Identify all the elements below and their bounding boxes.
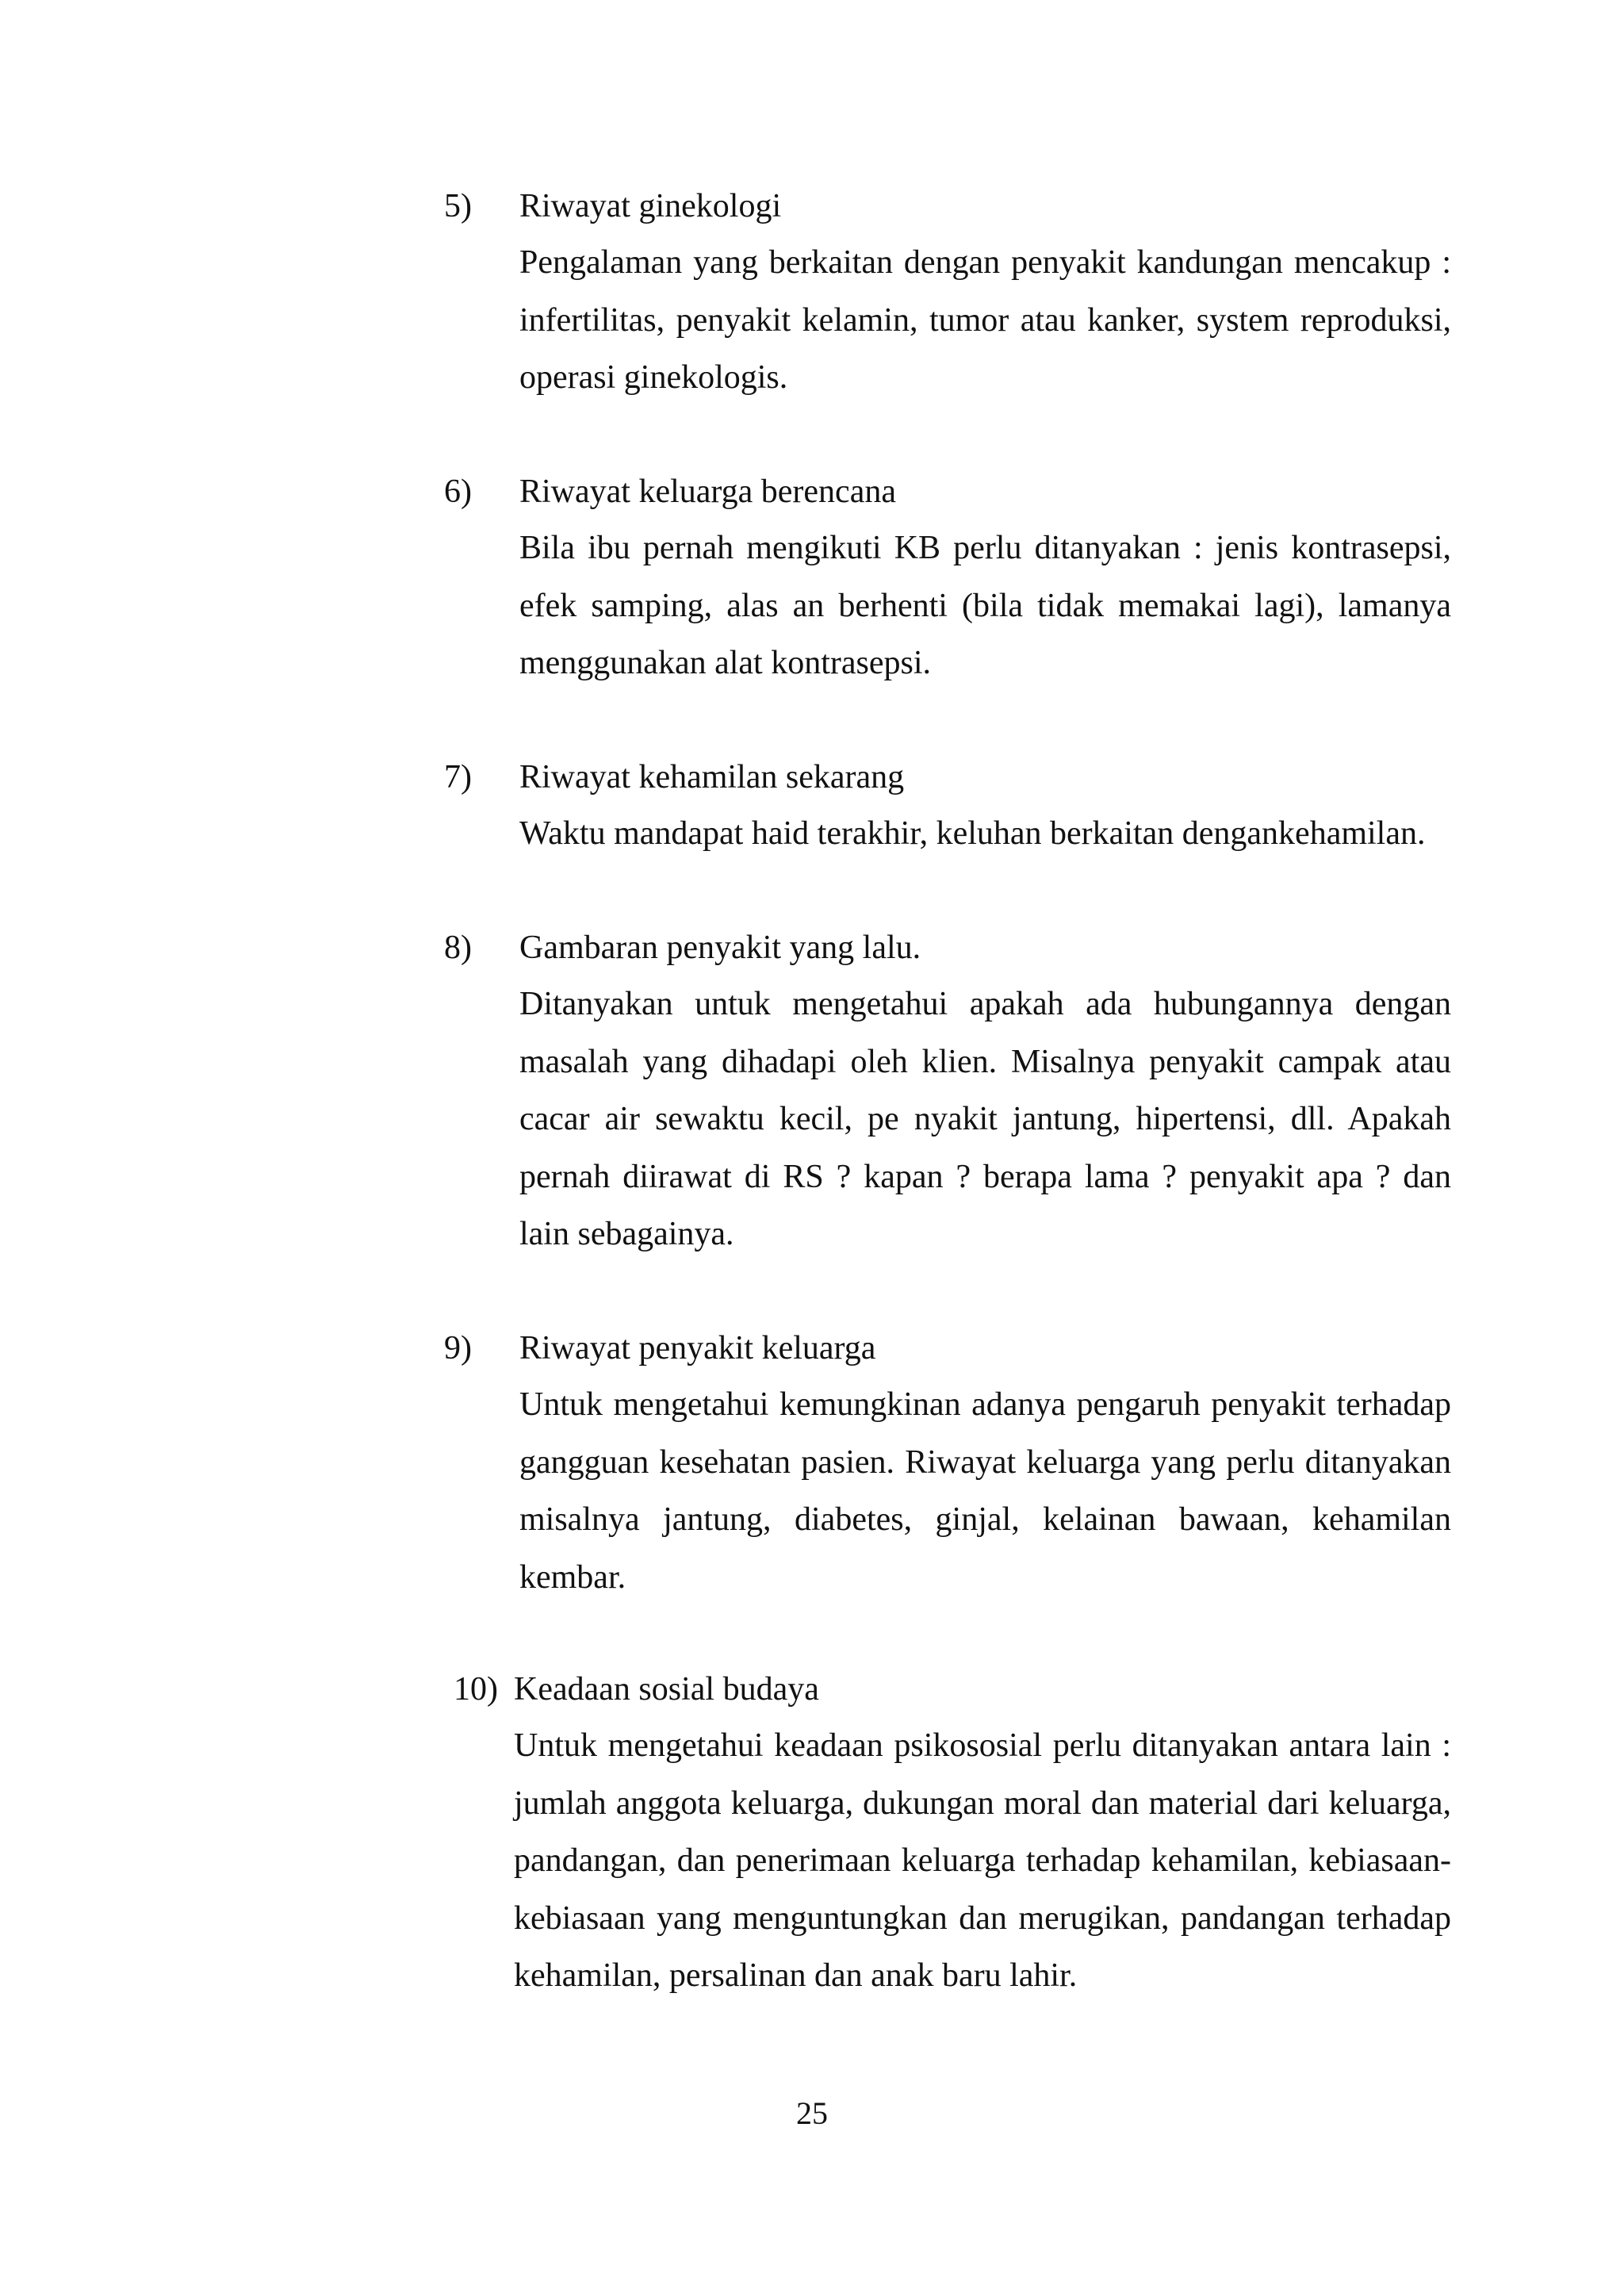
item-body: Ditanyakan untuk mengetahui apakah ada hubungannya dengan masalah yang dihadapi oleh klien. Misalnya penyakit campak atau cacar air sewaktu kecil, pe nyakit jantung, hipertensi, dll. Apakah pernah diirawat di RS ? kapan ? berapa lama ? penyakit apa ? dan lain sebagainya. — [519, 986, 1451, 1252]
item-title: Riwayat kehamilan sekarang — [519, 759, 905, 795]
item-number: 5) — [444, 188, 472, 224]
item-body: Untuk mengetahui keadaan psikososial perlu ditanyakan antara lain : jumlah anggota keluarga, dukungan moral dan material dari keluarga, pandangan, dan penerimaan keluarga terhadap kehamilan, kebiasaan-kebiasaan yang menguntungkan dan merugikan, pandangan terhadap kehamilan, persalinan dan anak baru lahir. — [514, 1727, 1451, 1994]
item-number: 9) — [444, 1330, 472, 1366]
item-title: Riwayat penyakit keluarga — [519, 1330, 876, 1366]
item-title: Gambaran penyakit yang lalu. — [519, 930, 921, 966]
item-number: 7) — [444, 759, 472, 795]
item-body: Bila ibu pernah mengikuti KB perlu ditanyakan : jenis kontrasepsi, efek samping, alas an berhenti (bila tidak memakai lagi), lamanya menggunakan alat kontrasepsi. — [519, 530, 1451, 681]
item-title: Riwayat keluarga berencana — [519, 473, 896, 510]
page-number: 25 — [796, 2095, 828, 2131]
item-title: Keadaan sosial budaya — [514, 1671, 819, 1708]
item-number: 10) — [454, 1671, 498, 1708]
item-body: Untuk mengetahui kemungkinan adanya pengaruh penyakit terhadap gangguan kesehatan pasien. Riwayat keluarga yang perlu ditanyakan misalnya jantung, diabetes, ginjal, kelainan bawaan, kehamilan kembar. — [519, 1386, 1451, 1596]
item-body: Waktu mandapat haid terakhir, keluhan berkaitan dengankehamilan. — [519, 815, 1426, 852]
item-number: 8) — [444, 930, 472, 966]
item-number: 6) — [444, 473, 472, 510]
item-title: Riwayat ginekologi — [519, 188, 782, 224]
item-body: Pengalaman yang berkaitan dengan penyakit kandungan mencakup : infertilitas, penyakit kelamin, tumor atau kanker, system reproduksi, operasi ginekologis. — [519, 244, 1451, 396]
